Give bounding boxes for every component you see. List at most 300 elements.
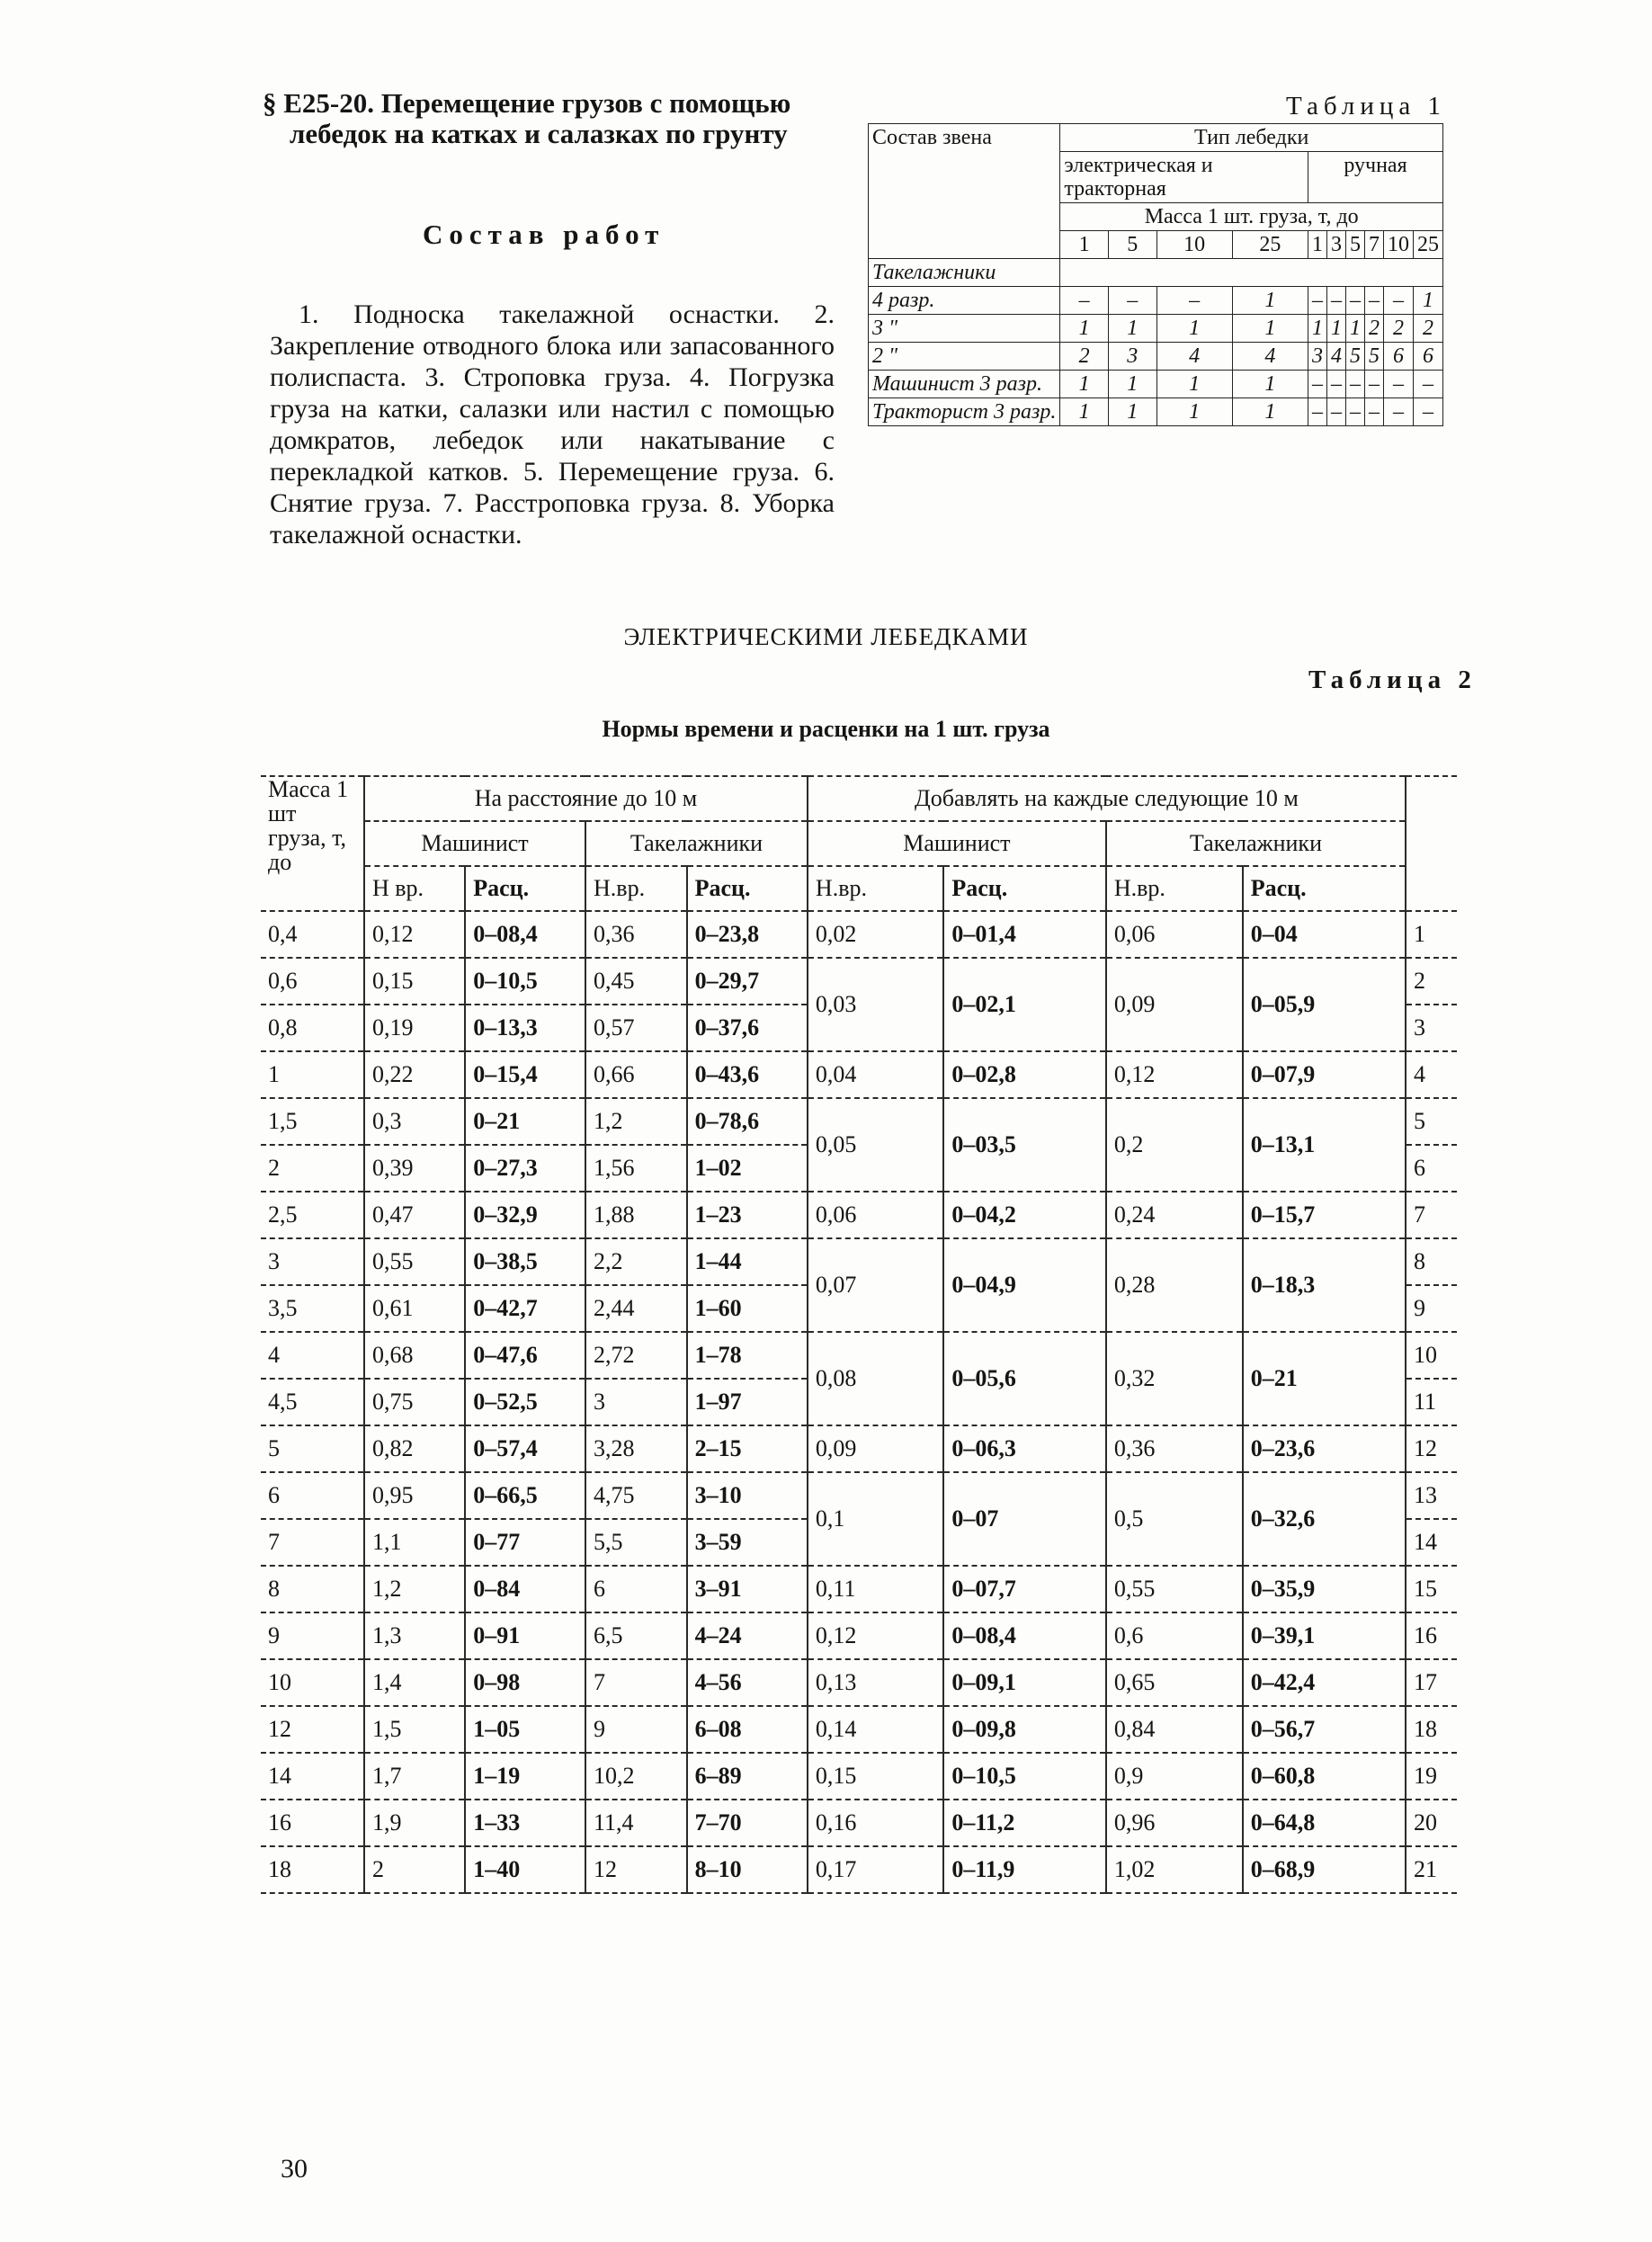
t2-row <box>261 958 1457 1005</box>
t2-cell-a3: 9 <box>585 1706 687 1753</box>
t2-cell-b3: 0,96 <box>1106 1800 1243 1846</box>
t2-header-group-a: На расстояние до 10 м <box>364 776 808 821</box>
t1-cell: – <box>1308 287 1326 315</box>
t1-cell: – <box>1060 287 1109 315</box>
t2-cell-a2: 0–10,5 <box>465 958 585 1005</box>
t2-cell-a1: 1,3 <box>364 1612 465 1659</box>
t2-cell-a3: 1,56 <box>585 1145 687 1192</box>
t1-mass-cell: 10 <box>1156 231 1232 259</box>
t1-row <box>869 315 1443 343</box>
t1-group-empty <box>1060 259 1443 287</box>
t1-cell: 1 <box>1413 287 1442 315</box>
t1-cell: 2 <box>1060 343 1109 371</box>
t2-cell-a2: 1–33 <box>465 1800 585 1846</box>
t1-mass-cell: 25 <box>1232 231 1308 259</box>
t1-cell: 1 <box>1108 371 1156 398</box>
t1-cell: 1 <box>1308 315 1326 343</box>
t1-cell: – <box>1383 287 1413 315</box>
work-heading: Состав работ <box>423 219 665 250</box>
t2-cell-m: 5 <box>261 1425 364 1472</box>
t2-cell-n: 13 <box>1406 1472 1457 1519</box>
t1-cell: – <box>1364 398 1383 426</box>
t2-cell-a2: 0–21 <box>465 1098 585 1145</box>
t1-row-label: 3 " <box>869 315 1060 343</box>
t2-cell-b3: 0,65 <box>1106 1659 1243 1706</box>
t2-cell-b1: 0,13 <box>808 1659 943 1706</box>
t2-cell-b1: 0,04 <box>808 1051 943 1098</box>
t2-cell-b4: 0–18,3 <box>1243 1238 1406 1332</box>
t2-cell-m: 9 <box>261 1612 364 1659</box>
t2-cell-a2: 0–52,5 <box>465 1379 585 1425</box>
t2-cell-a3: 0,36 <box>585 911 687 958</box>
t2-cell-m: 2 <box>261 1145 364 1192</box>
t2-cell-a1: 0,82 <box>364 1425 465 1472</box>
t2-cell-b2: 0–04,2 <box>943 1192 1106 1238</box>
t2-cell-b2: 0–07,7 <box>943 1566 1106 1612</box>
t2-cell-b1: 0,1 <box>808 1472 943 1566</box>
t2-cell-b3: 0,9 <box>1106 1753 1243 1800</box>
t2-cell-b2: 0–08,4 <box>943 1612 1106 1659</box>
t2-cell-b4: 0–56,7 <box>1243 1706 1406 1753</box>
t2-cell-a1: 1,9 <box>364 1800 465 1846</box>
t2-cell-a4: 4–24 <box>687 1612 808 1659</box>
t2-cell-m: 0,8 <box>261 1005 364 1051</box>
t2-row <box>261 911 1457 958</box>
t1-cell: – <box>1345 371 1364 398</box>
t2-cell-m: 4,5 <box>261 1379 364 1425</box>
t1-mass-cell: 3 <box>1326 231 1345 259</box>
t2-cell-a1: 2 <box>364 1846 465 1893</box>
t2-cell-n: 10 <box>1406 1332 1457 1379</box>
t2-cell-b3: 0,2 <box>1106 1098 1243 1192</box>
t1-header-type: Тип лебедки <box>1060 124 1443 152</box>
t2-cell-b4: 0–07,9 <box>1243 1051 1406 1098</box>
t2-cell-a3: 7 <box>585 1659 687 1706</box>
t2-cell-n: 5 <box>1406 1098 1457 1145</box>
t2-header-index <box>1406 776 1457 911</box>
t2-cell-a3: 1,88 <box>585 1192 687 1238</box>
t2-cell-a4: 2–15 <box>687 1425 808 1472</box>
t2-cell-a1: 0,39 <box>364 1145 465 1192</box>
t2-cell-n: 17 <box>1406 1659 1457 1706</box>
t2-cell-a2: 0–27,3 <box>465 1145 585 1192</box>
t2-cell-a4: 0–37,6 <box>687 1005 808 1051</box>
t2-cell-b3: 0,32 <box>1106 1332 1243 1425</box>
t2-header-b-machinist: Машинист <box>808 821 1106 866</box>
t2-cell-n: 4 <box>1406 1051 1457 1098</box>
t1-header-electric: электрическая и тракторная <box>1060 152 1308 203</box>
t2-cell-a3: 6 <box>585 1566 687 1612</box>
t1-cell: – <box>1345 287 1364 315</box>
t2-header-a-riggers: Такелажники <box>585 821 808 866</box>
t2-row <box>261 1332 1457 1379</box>
t1-cell: 1 <box>1232 371 1308 398</box>
t2-cell-n: 18 <box>1406 1706 1457 1753</box>
t1-row <box>869 398 1443 426</box>
t2-cell-a4: 0–29,7 <box>687 958 808 1005</box>
t2-cell-a4: 8–10 <box>687 1846 808 1893</box>
t2-cell-a1: 0,12 <box>364 911 465 958</box>
t1-cell: – <box>1383 371 1413 398</box>
t2-row <box>261 1800 1457 1846</box>
t2-cell-a4: 4–56 <box>687 1659 808 1706</box>
t1-row-label: Тракторист 3 разр. <box>869 398 1060 426</box>
t2-cell-a4: 1–02 <box>687 1145 808 1192</box>
t2-cell-m: 7 <box>261 1519 364 1566</box>
t1-cell: 5 <box>1364 343 1383 371</box>
t2-row <box>261 1472 1457 1519</box>
t2-cell-b2: 0–04,9 <box>943 1238 1106 1332</box>
t2-cell-m: 1,5 <box>261 1098 364 1145</box>
t2-cell-a2: 0–77 <box>465 1519 585 1566</box>
t2-cell-b1: 0,11 <box>808 1566 943 1612</box>
t2-cell-a2: 1–40 <box>465 1846 585 1893</box>
t2-row <box>261 1051 1457 1098</box>
t2-cell-a4: 0–23,8 <box>687 911 808 958</box>
t1-mass-cell: 25 <box>1413 231 1442 259</box>
t2-cell-a1: 0,3 <box>364 1098 465 1145</box>
t2-cell-b4: 0–35,9 <box>1243 1566 1406 1612</box>
t2-cell-b1: 0,02 <box>808 911 943 958</box>
t1-cell: 1 <box>1232 398 1308 426</box>
t1-cell: 1 <box>1156 315 1232 343</box>
t1-row-label: 2 " <box>869 343 1060 371</box>
t2-cell-a1: 0,75 <box>364 1379 465 1425</box>
t2-cell-a2: 0–13,3 <box>465 1005 585 1051</box>
t2-cell-a2: 0–38,5 <box>465 1238 585 1285</box>
t1-cell: 3 <box>1308 343 1326 371</box>
t1-cell: 4 <box>1156 343 1232 371</box>
t2-row <box>261 1846 1457 1893</box>
t2-cell-b3: 0,6 <box>1106 1612 1243 1659</box>
t1-header-mass: Масса 1 шт. груза, т, до <box>1060 203 1443 231</box>
t1-cell: 1 <box>1345 315 1364 343</box>
t2-cell-b4: 0–04 <box>1243 911 1406 958</box>
t2-cell-b2: 0–11,9 <box>943 1846 1106 1893</box>
t2-row <box>261 1192 1457 1238</box>
t2-cell-b3: 0,28 <box>1106 1238 1243 1332</box>
table1-caption: Таблица 1 <box>1286 92 1447 121</box>
t2-cell-b4: 0–42,4 <box>1243 1659 1406 1706</box>
t2-cell-a3: 10,2 <box>585 1753 687 1800</box>
t2-cell-a1: 1,5 <box>364 1706 465 1753</box>
t2-cell-a2: 0–84 <box>465 1566 585 1612</box>
t2-header-rasc: Расц. <box>1243 866 1406 911</box>
t2-cell-a3: 3,28 <box>585 1425 687 1472</box>
t2-cell-b2: 0–05,6 <box>943 1332 1106 1425</box>
t2-cell-n: 21 <box>1406 1846 1457 1893</box>
t2-cell-a4: 1–60 <box>687 1285 808 1332</box>
t2-cell-m: 12 <box>261 1706 364 1753</box>
t2-cell-b1: 0,14 <box>808 1706 943 1753</box>
t2-cell-a3: 0,45 <box>585 958 687 1005</box>
t2-cell-m: 1 <box>261 1051 364 1098</box>
t2-cell-m: 4 <box>261 1332 364 1379</box>
t1-mass-cell: 7 <box>1364 231 1383 259</box>
t2-row <box>261 1566 1457 1612</box>
t2-cell-a2: 0–66,5 <box>465 1472 585 1519</box>
t2-cell-b2: 0–09,8 <box>943 1706 1106 1753</box>
t2-cell-a4: 7–70 <box>687 1800 808 1846</box>
t2-cell-b3: 0,24 <box>1106 1192 1243 1238</box>
t2-cell-m: 6 <box>261 1472 364 1519</box>
t2-cell-n: 2 <box>1406 958 1457 1005</box>
t2-row <box>261 1238 1457 1285</box>
t2-cell-n: 16 <box>1406 1612 1457 1659</box>
t1-cell: – <box>1413 371 1442 398</box>
t1-cell: – <box>1308 371 1326 398</box>
t2-cell-n: 6 <box>1406 1145 1457 1192</box>
t2-cell-a4: 3–91 <box>687 1566 808 1612</box>
t2-cell-a2: 0–98 <box>465 1659 585 1706</box>
t2-cell-a2: 0–91 <box>465 1612 585 1659</box>
t2-cell-a1: 1,4 <box>364 1659 465 1706</box>
t2-cell-a3: 2,2 <box>585 1238 687 1285</box>
t1-body <box>869 287 1443 426</box>
t2-cell-a2: 0–42,7 <box>465 1285 585 1332</box>
t1-cell: 1 <box>1108 398 1156 426</box>
t1-cell: – <box>1108 287 1156 315</box>
t2-cell-a2: 0–57,4 <box>465 1425 585 1472</box>
t2-cell-m: 18 <box>261 1846 364 1893</box>
t1-cell: 1 <box>1060 371 1109 398</box>
title-line-1: § Е25-20. Перемещение грузов с помощью <box>263 87 791 119</box>
page-number: 30 <box>281 2154 308 2184</box>
t1-cell: – <box>1383 398 1413 426</box>
t2-cell-a3: 2,44 <box>585 1285 687 1332</box>
t2-cell-m: 0,6 <box>261 958 364 1005</box>
t2-cell-a1: 0,15 <box>364 958 465 1005</box>
t2-cell-a1: 0,68 <box>364 1332 465 1379</box>
t2-cell-a1: 0,47 <box>364 1192 465 1238</box>
table2-time-norms <box>261 775 1457 1894</box>
title-line-2: лебедок на катках и салазках по грунту <box>290 118 788 149</box>
t2-cell-b1: 0,03 <box>808 958 943 1051</box>
t2-cell-a3: 12 <box>585 1846 687 1893</box>
t2-cell-b4: 0–05,9 <box>1243 958 1406 1051</box>
t2-cell-b4: 0–64,8 <box>1243 1800 1406 1846</box>
t2-cell-b3: 0,36 <box>1106 1425 1243 1472</box>
t2-cell-a4: 6–08 <box>687 1706 808 1753</box>
t2-cell-n: 15 <box>1406 1566 1457 1612</box>
t1-mass-cell: 5 <box>1345 231 1364 259</box>
t2-cell-a4: 3–10 <box>687 1472 808 1519</box>
t2-cell-b4: 0–39,1 <box>1243 1612 1406 1659</box>
t2-cell-b1: 0,09 <box>808 1425 943 1472</box>
t1-cell: – <box>1364 287 1383 315</box>
t1-cell: 6 <box>1383 343 1413 371</box>
t2-cell-b4: 0–68,9 <box>1243 1846 1406 1893</box>
t2-cell-b1: 0,05 <box>808 1098 943 1192</box>
t1-cell: – <box>1364 371 1383 398</box>
section-title <box>263 88 856 149</box>
t2-body <box>261 911 1457 1893</box>
t1-cell: – <box>1326 398 1345 426</box>
subsection-title: ЭЛЕКТРИЧЕСКИМИ ЛЕБЕДКАМИ <box>623 623 1029 650</box>
t2-cell-n: 14 <box>1406 1519 1457 1566</box>
table2-subtitle: Нормы времени и расценки на 1 шт. груза <box>602 716 1050 742</box>
t2-row <box>261 1612 1457 1659</box>
t2-cell-b1: 0,06 <box>808 1192 943 1238</box>
t2-cell-a2: 1–05 <box>465 1706 585 1753</box>
table1-crew-composition <box>868 123 1443 426</box>
t1-mass-cell: 10 <box>1383 231 1413 259</box>
t2-cell-n: 9 <box>1406 1285 1457 1332</box>
t1-cell: 1 <box>1156 398 1232 426</box>
t2-header-rasc: Расц. <box>465 866 585 911</box>
t1-cell: 2 <box>1364 315 1383 343</box>
t1-cell: 1 <box>1326 315 1345 343</box>
t2-cell-a3: 0,57 <box>585 1005 687 1051</box>
t2-cell-b2: 0–02,8 <box>943 1051 1106 1098</box>
t2-cell-b4: 0–60,8 <box>1243 1753 1406 1800</box>
t2-cell-b1: 0,17 <box>808 1846 943 1893</box>
t1-group-label: Такелажники <box>869 259 1060 287</box>
t1-cell: 2 <box>1413 315 1442 343</box>
t2-cell-b3: 1,02 <box>1106 1846 1243 1893</box>
t1-cell: 1 <box>1108 315 1156 343</box>
t2-cell-b1: 0,16 <box>808 1800 943 1846</box>
t2-cell-m: 3 <box>261 1238 364 1285</box>
t2-header-nvr: Н.вр. <box>1106 866 1243 911</box>
t2-cell-n: 8 <box>1406 1238 1457 1285</box>
t2-header-nvr: Н вр. <box>364 866 465 911</box>
t2-cell-a4: 6–89 <box>687 1753 808 1800</box>
t2-cell-a4: 1–23 <box>687 1192 808 1238</box>
t2-cell-b3: 0,84 <box>1106 1706 1243 1753</box>
t2-cell-a1: 1,2 <box>364 1566 465 1612</box>
t1-mass-cell: 1 <box>1060 231 1109 259</box>
t1-cell: – <box>1413 398 1442 426</box>
t2-cell-m: 3,5 <box>261 1285 364 1332</box>
t2-cell-a3: 5,5 <box>585 1519 687 1566</box>
t1-cell: – <box>1326 371 1345 398</box>
t2-row <box>261 1753 1457 1800</box>
t1-cell: 1 <box>1060 398 1109 426</box>
t2-row <box>261 1659 1457 1706</box>
t1-cell: 1 <box>1232 287 1308 315</box>
t2-cell-a4: 1–78 <box>687 1332 808 1379</box>
t1-cell: – <box>1308 398 1326 426</box>
t2-cell-b3: 0,5 <box>1106 1472 1243 1566</box>
t2-header-rasc: Расц. <box>943 866 1106 911</box>
t1-cell: 3 <box>1108 343 1156 371</box>
t1-header-manual: ручная <box>1308 152 1442 203</box>
t2-cell-a4: 3–59 <box>687 1519 808 1566</box>
t2-cell-a3: 2,72 <box>585 1332 687 1379</box>
t2-cell-a1: 1,1 <box>364 1519 465 1566</box>
t2-cell-n: 3 <box>1406 1005 1457 1051</box>
t2-cell-b4: 0–21 <box>1243 1332 1406 1425</box>
table2-caption: Таблица 2 <box>1308 665 1477 694</box>
t1-cell: 6 <box>1413 343 1442 371</box>
t2-cell-b1: 0,08 <box>808 1332 943 1425</box>
t1-cell: 5 <box>1345 343 1364 371</box>
t2-cell-b2: 0–10,5 <box>943 1753 1106 1800</box>
t2-cell-b4: 0–23,6 <box>1243 1425 1406 1472</box>
t2-cell-m: 14 <box>261 1753 364 1800</box>
t2-header-nvr: Н.вр. <box>808 866 943 911</box>
t1-header-crew: Состав звена <box>869 124 1060 259</box>
t2-header-group-b: Добавлять на каждые следующие 10 м <box>808 776 1406 821</box>
t2-header-b-riggers: Такелажники <box>1106 821 1406 866</box>
t2-cell-n: 7 <box>1406 1192 1457 1238</box>
t2-header-rasc: Расц. <box>687 866 808 911</box>
t1-row-label: 4 разр. <box>869 287 1060 315</box>
t1-row-label: Машинист 3 разр. <box>869 371 1060 398</box>
t2-cell-a2: 0–15,4 <box>465 1051 585 1098</box>
t2-cell-b2: 0–02,1 <box>943 958 1106 1051</box>
t1-cell: 1 <box>1156 371 1232 398</box>
t2-cell-a3: 11,4 <box>585 1800 687 1846</box>
t2-cell-b2: 0–03,5 <box>943 1098 1106 1192</box>
t2-cell-b3: 0,06 <box>1106 911 1243 958</box>
t2-cell-a1: 1,7 <box>364 1753 465 1800</box>
t2-cell-a2: 0–32,9 <box>465 1192 585 1238</box>
t2-cell-b3: 0,09 <box>1106 958 1243 1051</box>
t2-cell-b2: 0–01,4 <box>943 911 1106 958</box>
t1-row <box>869 343 1443 371</box>
t2-cell-n: 12 <box>1406 1425 1457 1472</box>
t2-cell-a3: 1,2 <box>585 1098 687 1145</box>
t1-cell: – <box>1156 287 1232 315</box>
t2-row <box>261 1098 1457 1145</box>
t1-cell: 2 <box>1383 315 1413 343</box>
t2-header-mass: Масса 1 шт груза, т, до <box>261 776 364 911</box>
t2-cell-a1: 0,19 <box>364 1005 465 1051</box>
t1-cell: – <box>1345 398 1364 426</box>
t2-cell-b2: 0–06,3 <box>943 1425 1106 1472</box>
t2-cell-m: 10 <box>261 1659 364 1706</box>
work-description: 1. Подноска такелажной оснастки. 2. Закрепление отводного блока или запасованного полиспаста. 3. Строповка груза. 4. Погрузка груза на катки, салазки или настил с помощью домкратов, лебедок или накатывание с перекладкой катков. 5. Перемещение груза. 6. Снятие груза. 7. Расстроповка груза. 8. Уборка такелажной оснастки. <box>270 299 835 549</box>
t2-cell-a4: 1–44 <box>687 1238 808 1285</box>
t1-cell: 4 <box>1232 343 1308 371</box>
t1-cell: 1 <box>1232 315 1308 343</box>
t2-cell-b4: 0–15,7 <box>1243 1192 1406 1238</box>
t2-cell-b2: 0–11,2 <box>943 1800 1106 1846</box>
t2-cell-a2: 0–08,4 <box>465 911 585 958</box>
t2-cell-b2: 0–09,1 <box>943 1659 1106 1706</box>
t2-cell-a1: 0,22 <box>364 1051 465 1098</box>
t2-row <box>261 1425 1457 1472</box>
t2-cell-b3: 0,55 <box>1106 1566 1243 1612</box>
t2-cell-a3: 3 <box>585 1379 687 1425</box>
t2-cell-a4: 1–97 <box>687 1379 808 1425</box>
t2-cell-a2: 1–19 <box>465 1753 585 1800</box>
t2-cell-a4: 0–43,6 <box>687 1051 808 1098</box>
t2-cell-m: 2,5 <box>261 1192 364 1238</box>
t2-cell-a3: 0,66 <box>585 1051 687 1098</box>
t1-cell: 1 <box>1060 315 1109 343</box>
t2-cell-n: 1 <box>1406 911 1457 958</box>
t1-row <box>869 287 1443 315</box>
t2-cell-b4: 0–13,1 <box>1243 1098 1406 1192</box>
t2-cell-a2: 0–47,6 <box>465 1332 585 1379</box>
t1-mass-cell: 5 <box>1108 231 1156 259</box>
t2-cell-a1: 0,95 <box>364 1472 465 1519</box>
t1-row <box>869 371 1443 398</box>
t2-cell-n: 11 <box>1406 1379 1457 1425</box>
t1-cell: – <box>1326 287 1345 315</box>
t2-cell-b3: 0,12 <box>1106 1051 1243 1098</box>
t2-cell-b1: 0,12 <box>808 1612 943 1659</box>
t1-mass-cell: 1 <box>1308 231 1326 259</box>
t2-cell-m: 16 <box>261 1800 364 1846</box>
t2-header-nvr: Н.вр. <box>585 866 687 911</box>
t2-cell-b4: 0–32,6 <box>1243 1472 1406 1566</box>
t2-cell-a3: 6,5 <box>585 1612 687 1659</box>
t2-cell-b1: 0,07 <box>808 1238 943 1332</box>
